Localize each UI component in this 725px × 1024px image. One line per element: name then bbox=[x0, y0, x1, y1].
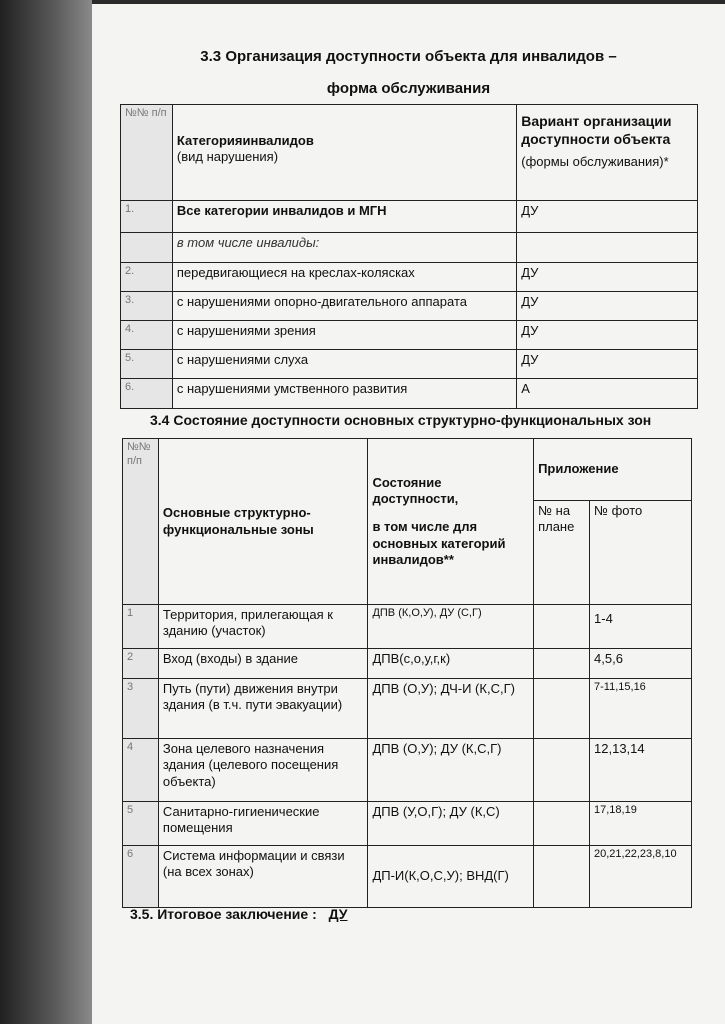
row-num: 6. bbox=[121, 379, 173, 409]
table-row bbox=[121, 233, 698, 263]
row-photo: 20,21,22,23,8,10 bbox=[590, 846, 692, 908]
table-row bbox=[123, 739, 692, 802]
row-state: ДПВ(с,о,у,г,к) bbox=[368, 649, 534, 679]
row-zone: Система информации и связи (на всех зонах) bbox=[158, 846, 368, 908]
zones-header-row bbox=[123, 439, 692, 501]
table-row bbox=[121, 321, 698, 350]
table-row bbox=[121, 201, 698, 233]
table-row bbox=[123, 846, 692, 908]
row-zone: Зона целевого назначения здания (целевого посещения объекта) bbox=[158, 739, 368, 802]
row-num: 2 bbox=[123, 649, 159, 679]
row-value: ДУ bbox=[517, 350, 698, 379]
row-num: 6 bbox=[123, 846, 159, 908]
row-state: ДПВ (О,У); ДУ (К,С,Г) bbox=[368, 739, 534, 802]
section-3-4-title: 3.4 Состояние доступности основных структурно-функциональных зон bbox=[150, 412, 652, 428]
variant-header-sub: (формы обслуживания)* bbox=[521, 154, 669, 169]
table-row bbox=[123, 605, 692, 649]
section-3-3-title: 3.3 Организация доступности объекта для инвалидов – bbox=[200, 48, 617, 65]
conclusion-label: 3.5. Итоговое заключение : bbox=[130, 906, 317, 922]
row-label: с нарушениями опорно-двигательного аппарата bbox=[172, 292, 516, 321]
row-value bbox=[517, 233, 698, 263]
row-plan bbox=[534, 605, 590, 649]
row-value: А bbox=[517, 379, 698, 409]
table-header-row bbox=[121, 105, 698, 201]
row-label: Все категории инвалидов и МГН bbox=[172, 201, 516, 233]
row-value: ДУ bbox=[517, 201, 698, 233]
document-page bbox=[92, 4, 725, 1024]
col-variant-header bbox=[517, 105, 698, 201]
col-category-header bbox=[172, 105, 516, 201]
table-row bbox=[123, 802, 692, 846]
row-num: 5 bbox=[123, 802, 159, 846]
conclusion bbox=[130, 906, 348, 922]
row-zone: Путь (пути) движения внутри здания (в т.ч. пути эвакуации) bbox=[158, 679, 368, 739]
table-row bbox=[121, 292, 698, 321]
row-num: 4 bbox=[123, 739, 159, 802]
row-photo: 4,5,6 bbox=[590, 649, 692, 679]
row-num: 2. bbox=[121, 263, 173, 292]
row-state: ДПВ (О,У); ДЧ-И (К,С,Г) bbox=[368, 679, 534, 739]
table-row bbox=[123, 649, 692, 679]
category-header-bold: Категорияинвалидов bbox=[176, 133, 314, 148]
zones-col-zone: Основные структурно-функциональные зоны bbox=[158, 439, 368, 605]
row-num bbox=[121, 233, 173, 263]
row-label: передвигающиеся на креслах-колясках bbox=[172, 263, 516, 292]
row-photo: 7-11,15,16 bbox=[590, 679, 692, 739]
row-state: ДПВ (У,О,Г); ДУ (К,С) bbox=[368, 802, 534, 846]
variant-header-bold: Вариант организации доступности объекта bbox=[521, 113, 672, 147]
row-label: с нарушениями зрения bbox=[172, 321, 516, 350]
table-row bbox=[121, 350, 698, 379]
category-header-sub: (вид нарушения) bbox=[176, 149, 279, 165]
row-num: 5. bbox=[121, 350, 173, 379]
row-zone: Территория, прилегающая к зданию (участок) bbox=[158, 605, 368, 649]
row-value: ДУ bbox=[517, 263, 698, 292]
row-photo: 12,13,14 bbox=[590, 739, 692, 802]
row-num: 3 bbox=[123, 679, 159, 739]
zones-table bbox=[122, 438, 692, 908]
row-num: 4. bbox=[121, 321, 173, 350]
row-label: с нарушениями умственного развития bbox=[172, 379, 516, 409]
row-value: ДУ bbox=[517, 321, 698, 350]
zones-col-appendix: Приложение bbox=[534, 439, 692, 501]
state-header-line1: Состояние доступности, bbox=[372, 474, 459, 507]
zones-col-photo: № фото bbox=[590, 501, 692, 605]
row-plan bbox=[534, 802, 590, 846]
row-zone: Санитарно-гигиенические помещения bbox=[158, 802, 368, 846]
service-form-table bbox=[120, 104, 698, 409]
row-plan bbox=[534, 649, 590, 679]
table-row bbox=[121, 263, 698, 292]
zones-col-num: №№ п/п bbox=[123, 439, 159, 605]
row-num: 3. bbox=[121, 292, 173, 321]
col-num-header: №№ п/п bbox=[121, 105, 173, 201]
row-photo: 17,18,19 bbox=[590, 802, 692, 846]
row-value: ДУ bbox=[517, 292, 698, 321]
row-state: ДПВ (К,О,У), ДУ (С,Г) bbox=[368, 605, 534, 649]
state-header-line2: в том числе для основных категорий инвалидов** bbox=[372, 519, 506, 567]
table-row bbox=[121, 379, 698, 409]
row-plan bbox=[534, 846, 590, 908]
table-row bbox=[123, 679, 692, 739]
row-label: в том числе инвалиды: bbox=[172, 233, 516, 263]
left-shadow bbox=[0, 0, 92, 1024]
row-zone: Вход (входы) в здание bbox=[158, 649, 368, 679]
zones-col-state bbox=[368, 439, 534, 605]
row-num: 1 bbox=[123, 605, 159, 649]
row-photo: 1-4 bbox=[590, 605, 692, 649]
row-state: ДП-И(К,О,С,У); ВНД(Г) bbox=[368, 846, 534, 908]
row-plan bbox=[534, 679, 590, 739]
zones-col-plan: № на плане bbox=[534, 501, 590, 605]
row-plan bbox=[534, 739, 590, 802]
row-label: с нарушениями слуха bbox=[172, 350, 516, 379]
row-num: 1. bbox=[121, 201, 173, 233]
section-3-3-subtitle: форма обслуживания bbox=[326, 80, 491, 97]
conclusion-value: ДУ bbox=[328, 906, 348, 922]
